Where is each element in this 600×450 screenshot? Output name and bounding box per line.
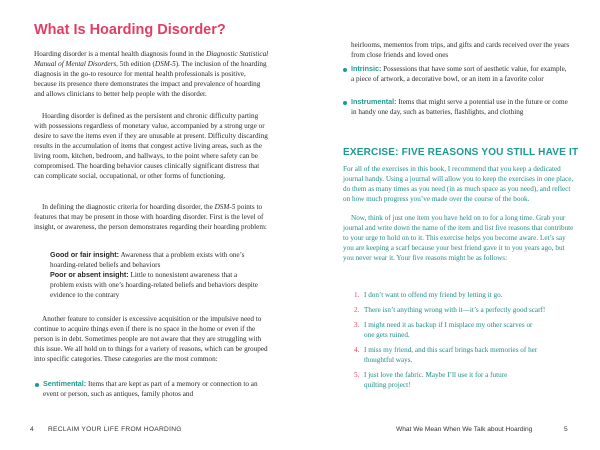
criteria-dsm: DSM-5 [214,203,236,211]
right-footer-number: 5 [564,426,568,433]
bullet-instrumental [351,97,571,117]
intro-text-a: Hoarding disorder is a mental health diagnosis found in the [34,50,207,58]
sentimental-continued: heirlooms, mementos from trips, and gifts and cards received over the years from close friends and loved ones [351,41,570,60]
criteria-text-b: points to features that may be present in those with hoarding disorder. First is the level of insight, or awareness, the person demonstrates regarding their hoarding problem: [34,203,267,232]
exercise-title: EXERCISE: FIVE REASONS YOU STILL HAVE IT [343,147,579,158]
criteria-paragraph [34,202,270,232]
list-item: I miss my friend, and this scarf brings back memories of her thoughtful ways. [364,346,538,365]
sentimental-label: Sentimental: [43,379,87,388]
dsm-abbrev: DSM-5 [154,60,176,69]
bullet-dot [35,383,39,387]
right-footer-title: What We Mean When We Talk about Hoarding [396,426,533,433]
list-item: I might need it as backup if I misplace my other scarves or one gets ruined. [364,321,533,340]
intro-text-c: ). The inclusion of the hoarding diagnosis in the go-to resource for mental health professionals is positive, because its presence there demonstrates the impact and prevalence of hoarding and allows clinicians to better help people with the disorder. [34,60,267,99]
insight-poor-text: Little to nonexistent awareness that a problem exists with one’s hoarding-related beliefs and behaviors despite evidence to the contrary [50,271,258,300]
insight-poor-label: Poor or absent insight: [50,270,129,279]
insight-good-text: Awareness that a problem exists with one’s hoarding-related beliefs and behaviors [50,251,245,270]
insight-good-label: Good or fair insight: [50,250,120,259]
right-page [300,0,600,450]
exercise-paragraph-2: Now, think of just one item you have held on to for a long time. Grab your journal and write down the name of the item and list five reasons that contribute to your urge to hold on to it. This exercise helps you become aware. Let’s say you are keeping a scarf because your best friend gave it to you years ago, but you never wear it. Your five reasons might be as follows: [343,214,574,263]
list-number: 1. [354,291,360,299]
page-title: What Is Hoarding Disorder? [34,22,226,38]
left-footer-number: 4 [30,426,34,433]
bullet-dot [343,68,347,72]
intro-text-b: 5th edition ( [117,60,155,69]
list-item: There isn’t anything wrong with it—it’s a perfectly good scarf! [364,306,546,314]
insight-good [50,250,262,270]
intrinsic-label: Intrinsic: [351,64,382,73]
intro-paragraph [34,49,270,99]
left-footer-title: RECLAIM YOUR LIFE FROM HOARDING [48,426,182,433]
bullet-sentimental [43,379,271,399]
list-number: 2. [354,306,360,314]
dsm-title: Diagnostic Statistical Manual of Mental Disorders, [34,50,269,69]
list-item: I don’t want to offend my friend by letting it go. [364,291,503,299]
bullet-intrinsic [351,64,571,84]
bullet-dot [343,101,347,105]
instrumental-label: Instrumental: [351,97,397,106]
criteria-text-a: In defining the diagnostic criteria for hoarding disorder, the [42,203,215,211]
list-number: 5. [354,371,360,379]
feature-paragraph: Another feature to consider is excessive acquisition or the impulsive need to continue to acquire things even if there is no space in the home or even if the person is in debt. Sometimes people are not aware that they are struggling with this issue. We all hold on to things for a variety of reasons, which can be grouped into specific categories. These categories are the most common: [34,315,268,364]
definition-paragraph: Hoarding disorder is defined as the persistent and chronic difficulty parting with possessions regardless of monetary value, accompanied by a strong urge or desire to save the items even if they are unusable at present. Difficulty discarding results in the accumulation of items that congest active living areas, such as the living room, kitchen, bedroom, and hallways, to the point where safety can be compromised. The hoarding behavior causes clinically significant distress that can complicate social, occupational, or other forms of functioning. [34,112,268,181]
list-item: I just love the fabric. Maybe I’ll use it for a future quilting project! [364,371,508,390]
list-number: 4. [354,346,360,354]
insight-poor [50,270,262,300]
intrinsic-text: Possessions that have some sort of aesthetic value, for example, a piece of artwork, a decorative bowl, or an item in a favorite color [351,65,567,84]
instrumental-text: Items that might serve a potential use in the future or come in handy one day, such as batteries, flashlights, and clothing [351,98,568,117]
exercise-paragraph-1: For all of the exercises in this book, I recommend that you keep a dedicated journal handy. Using a journal will allow you to keep the exercises in one place, do them as many times as you need (in as much space as you need), and reflect on how much progress you’ve made over the course of the book. [343,165,574,204]
list-number: 3. [354,321,360,329]
sentimental-text: Items that are kept as part of a memory or connection to an event or person, such as antiques, family photos and [43,380,258,399]
